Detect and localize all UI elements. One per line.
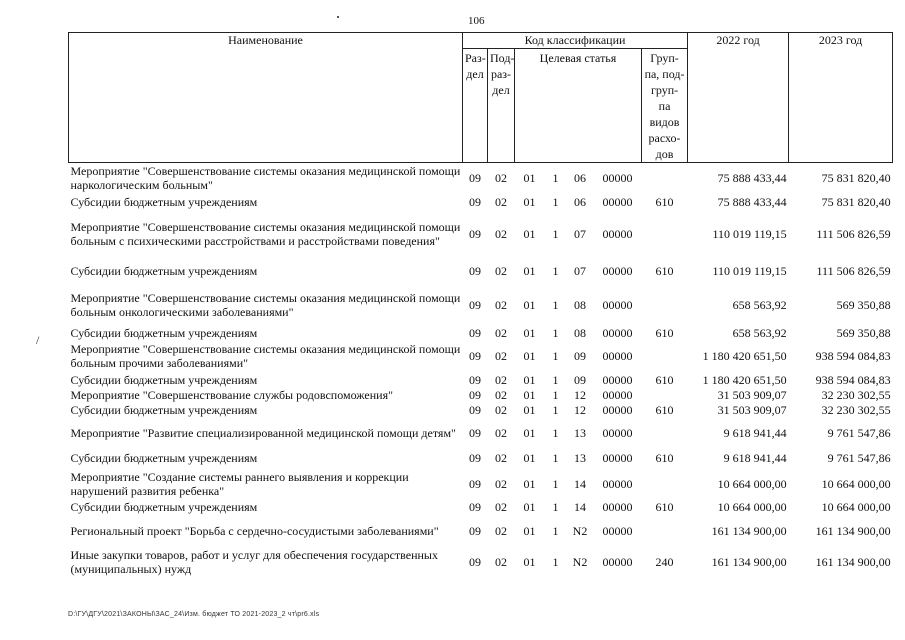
row-razdel: 09	[469, 500, 481, 514]
row-expense-group: 610	[655, 450, 674, 465]
row-razdel: 09	[469, 226, 481, 241]
row-name: Мероприятие "Совершенствование системы оказания медицинской помощи больным с психическими расстройствами и расстройствами поведения"	[70, 219, 461, 248]
row-target-part4: 00000	[602, 555, 633, 569]
row-expense-group	[642, 163, 688, 194]
row-amount-2022: 75 888 433,44	[717, 171, 787, 186]
budget-table	[68, 32, 893, 578]
row-target-part4: 00000	[602, 450, 633, 465]
row-target-part2: 1	[552, 298, 559, 312]
row-amount-2022: 658 563,92	[732, 298, 787, 312]
row-target-part2: 1	[552, 425, 559, 440]
row-razdel: 09	[469, 476, 481, 491]
row-amount-2023: 32 230 302,55	[821, 388, 891, 402]
row-name: Иные закупки товаров, работ и услуг для обеспечения государственных (муниципальных) нужд	[70, 548, 438, 576]
row-target-part1: 01	[523, 476, 536, 491]
row-target-part3: 06	[574, 195, 586, 209]
table-row	[69, 468, 893, 500]
row-target-part2: 1	[552, 500, 559, 514]
row-target-part2: 1	[552, 326, 559, 340]
row-target-part4: 00000	[602, 349, 633, 363]
row-target-part2: 1	[552, 372, 559, 387]
row-expense-group: 610	[655, 500, 674, 514]
row-amount-2023: 938 594 084,83	[815, 372, 891, 387]
row-target-part4: 00000	[602, 388, 633, 402]
table-body	[69, 163, 893, 578]
table-row	[69, 372, 893, 388]
row-target-part3: 08	[574, 326, 586, 340]
row-amount-2022: 10 664 000,00	[717, 500, 787, 514]
row-target-part2: 1	[552, 450, 559, 465]
row-amount-2023: 161 134 900,00	[815, 523, 891, 538]
row-target-part3: N2	[572, 555, 588, 569]
footer-file-path: D:\ГУ\ДГУ\2021\ЗАКОНЫ\ЗАС_24\Изм. бюджет ТО 2021-2023_2 чт\pr6.xls	[68, 611, 320, 618]
row-name: Мероприятие "Совершенствование службы родовспоможения"	[70, 388, 394, 402]
row-target-part2: 1	[552, 476, 559, 491]
row-razdel: 09	[469, 425, 481, 440]
row-name: Субсидии бюджетным учреждениям	[70, 372, 258, 387]
row-target-part4: 00000	[602, 171, 633, 186]
row-amount-2023: 569 350,88	[836, 298, 891, 312]
table-row	[69, 257, 893, 285]
scan-speck	[337, 16, 339, 18]
row-target-part4: 00000	[602, 523, 633, 538]
row-name: Мероприятие "Совершенствование системы оказания медицинской помощи больным онкологическими заболеваниями"	[70, 291, 461, 319]
row-name: Субсидии бюджетным учреждениям	[70, 403, 258, 417]
row-razdel: 09	[469, 450, 481, 465]
row-amount-2023: 32 230 302,55	[821, 403, 891, 417]
row-target-part1: 01	[523, 263, 536, 278]
row-target-part4: 00000	[602, 500, 633, 514]
row-name: Субсидии бюджетным учреждениям	[70, 326, 258, 340]
table-row	[69, 326, 893, 341]
row-razdel: 09	[469, 326, 481, 340]
row-podrazdel: 02	[495, 388, 507, 402]
row-target-part4: 00000	[602, 298, 633, 312]
row-name: Субсидии бюджетным учреждениям	[70, 263, 258, 278]
row-razdel: 09	[469, 263, 481, 278]
table-row	[69, 418, 893, 448]
row-amount-2023: 75 831 820,40	[821, 171, 891, 186]
row-target-part1: 01	[523, 372, 536, 387]
row-amount-2022: 110 019 119,15	[712, 263, 787, 278]
row-podrazdel: 02	[495, 450, 507, 465]
row-target-part1: 01	[523, 226, 536, 241]
header-target-article: Целевая статья	[515, 49, 642, 163]
header-year-2023: 2023 год	[789, 33, 893, 163]
row-amount-2022: 161 134 900,00	[711, 523, 787, 538]
row-name: Мероприятие "Совершенствование системы оказания медицинской помощи больным прочими заболеваниями"	[70, 342, 461, 370]
row-name: Мероприятие "Совершенствование системы оказания медицинской помощи наркологическим больным"	[70, 164, 461, 193]
row-podrazdel: 02	[495, 298, 507, 312]
row-amount-2023: 9 761 547,86	[827, 450, 891, 465]
row-razdel: 09	[469, 298, 481, 312]
row-target-part2: 1	[552, 388, 559, 402]
header-name: Наименование	[69, 33, 463, 163]
row-expense-group: 610	[655, 195, 674, 209]
row-target-part2: 1	[552, 226, 559, 241]
row-expense-group	[642, 285, 688, 326]
table-row	[69, 448, 893, 468]
row-target-part3: 06	[574, 171, 586, 186]
row-target-part3: N2	[572, 523, 588, 538]
row-expense-group: 240	[655, 555, 674, 569]
row-target-part3: 07	[574, 226, 586, 241]
row-target-part2: 1	[552, 263, 559, 278]
row-amount-2022: 9 618 941,44	[723, 425, 787, 440]
margin-mark: /	[36, 333, 40, 347]
row-podrazdel: 02	[495, 555, 507, 569]
row-target-part3: 14	[574, 500, 586, 514]
row-amount-2023: 111 506 826,59	[816, 263, 891, 278]
row-amount-2023: 9 761 547,86	[827, 425, 891, 440]
table-row	[69, 500, 893, 515]
row-amount-2023: 569 350,88	[836, 326, 891, 340]
row-amount-2023: 938 594 084,83	[815, 349, 891, 363]
row-target-part4: 00000	[602, 425, 633, 440]
table-row	[69, 547, 893, 578]
row-razdel: 09	[469, 372, 481, 387]
table-row	[69, 341, 893, 372]
row-expense-group	[642, 388, 688, 403]
row-name: Региональный проект "Борьба с сердечно-сосудистыми заболеваниями"	[70, 523, 439, 538]
row-podrazdel: 02	[495, 476, 507, 491]
row-target-part1: 01	[523, 450, 536, 465]
table-row	[69, 285, 893, 326]
row-expense-group: 610	[655, 403, 674, 417]
header-expense-group: Груп- па, под- груп- па видов расхо- дов	[642, 49, 688, 163]
row-target-part3: 14	[574, 476, 586, 491]
row-amount-2022: 110 019 119,15	[712, 226, 787, 241]
row-target-part4: 00000	[602, 226, 633, 241]
table-row	[69, 515, 893, 547]
row-target-part4: 00000	[602, 195, 633, 209]
row-target-part1: 01	[523, 425, 536, 440]
row-target-part3: 09	[574, 349, 586, 363]
row-expense-group	[642, 515, 688, 547]
row-name: Субсидии бюджетным учреждениям	[70, 500, 258, 514]
row-podrazdel: 02	[495, 425, 507, 440]
row-podrazdel: 02	[495, 372, 507, 387]
row-podrazdel: 02	[495, 326, 507, 340]
page-number: 106	[468, 15, 485, 27]
table-row	[69, 163, 893, 194]
row-target-part1: 01	[523, 555, 536, 569]
row-podrazdel: 02	[495, 171, 507, 186]
row-target-part1: 01	[523, 298, 536, 312]
row-target-part2: 1	[552, 171, 559, 186]
row-podrazdel: 02	[495, 195, 507, 209]
table-row	[69, 403, 893, 418]
row-name: Мероприятие "Развитие специализированной медицинской помощи детям"	[70, 425, 456, 440]
row-podrazdel: 02	[495, 403, 507, 417]
row-podrazdel: 02	[495, 523, 507, 538]
row-target-part2: 1	[552, 555, 559, 569]
row-amount-2023: 10 664 000,00	[821, 500, 891, 514]
row-razdel: 09	[469, 403, 481, 417]
row-target-part1: 01	[523, 326, 536, 340]
row-target-part4: 00000	[602, 326, 633, 340]
row-amount-2022: 10 664 000,00	[717, 476, 787, 491]
row-podrazdel: 02	[495, 500, 507, 514]
row-amount-2022: 9 618 941,44	[723, 450, 787, 465]
table-row	[69, 388, 893, 403]
row-target-part3: 08	[574, 298, 586, 312]
row-name: Субсидии бюджетным учреждениям	[70, 195, 258, 209]
row-amount-2023: 75 831 820,40	[821, 195, 891, 209]
row-amount-2023: 10 664 000,00	[821, 476, 891, 491]
row-target-part2: 1	[552, 349, 559, 363]
row-expense-group: 610	[655, 372, 674, 387]
row-amount-2022: 1 180 420 651,50	[702, 349, 787, 363]
row-target-part1: 01	[523, 171, 536, 186]
row-target-part3: 12	[574, 388, 586, 402]
row-amount-2022: 1 180 420 651,50	[702, 372, 787, 387]
row-target-part4: 00000	[602, 403, 633, 417]
row-amount-2023: 111 506 826,59	[816, 226, 891, 241]
row-amount-2022: 31 503 909,07	[717, 403, 787, 417]
row-amount-2022: 658 563,92	[732, 326, 787, 340]
row-razdel: 09	[469, 171, 481, 186]
header-subsection: Под- раз- дел	[488, 49, 515, 163]
row-amount-2022: 75 888 433,44	[717, 195, 787, 209]
row-target-part4: 00000	[602, 476, 633, 491]
row-amount-2022: 31 503 909,07	[717, 388, 787, 402]
row-expense-group	[642, 468, 688, 500]
table-row	[69, 211, 893, 257]
row-target-part1: 01	[523, 403, 536, 417]
row-expense-group	[642, 341, 688, 372]
row-razdel: 09	[469, 555, 481, 569]
row-razdel: 09	[469, 523, 481, 538]
row-name: Субсидии бюджетным учреждениям	[70, 450, 258, 465]
row-name: Мероприятие "Создание системы раннего выявления и коррекции нарушений развития ребенка"	[70, 469, 409, 498]
row-razdel: 09	[469, 195, 481, 209]
row-target-part3: 07	[574, 263, 586, 278]
row-target-part1: 01	[523, 388, 536, 402]
row-razdel: 09	[469, 388, 481, 402]
row-target-part2: 1	[552, 195, 559, 209]
row-razdel: 09	[469, 349, 481, 363]
row-podrazdel: 02	[495, 349, 507, 363]
row-podrazdel: 02	[495, 263, 507, 278]
row-target-part1: 01	[523, 523, 536, 538]
table-row	[69, 194, 893, 211]
row-target-part3: 12	[574, 403, 586, 417]
row-expense-group: 610	[655, 263, 674, 278]
row-target-part4: 00000	[602, 372, 633, 387]
row-target-part1: 01	[523, 349, 536, 363]
header-classification-code: Код классификации	[463, 33, 688, 49]
row-target-part1: 01	[523, 195, 536, 209]
row-amount-2023: 161 134 900,00	[815, 555, 891, 569]
header-section: Раз- дел	[463, 49, 488, 163]
row-target-part1: 01	[523, 500, 536, 514]
row-podrazdel: 02	[495, 226, 507, 241]
row-target-part2: 1	[552, 403, 559, 417]
row-expense-group	[642, 418, 688, 448]
header-year-2022: 2022 год	[688, 33, 789, 163]
row-target-part2: 1	[552, 523, 559, 538]
row-target-part3: 13	[574, 450, 586, 465]
row-target-part4: 00000	[602, 263, 633, 278]
row-target-part3: 09	[574, 372, 586, 387]
row-expense-group: 610	[655, 326, 674, 340]
row-expense-group	[642, 211, 688, 257]
row-amount-2022: 161 134 900,00	[711, 555, 787, 569]
row-target-part3: 13	[574, 425, 586, 440]
